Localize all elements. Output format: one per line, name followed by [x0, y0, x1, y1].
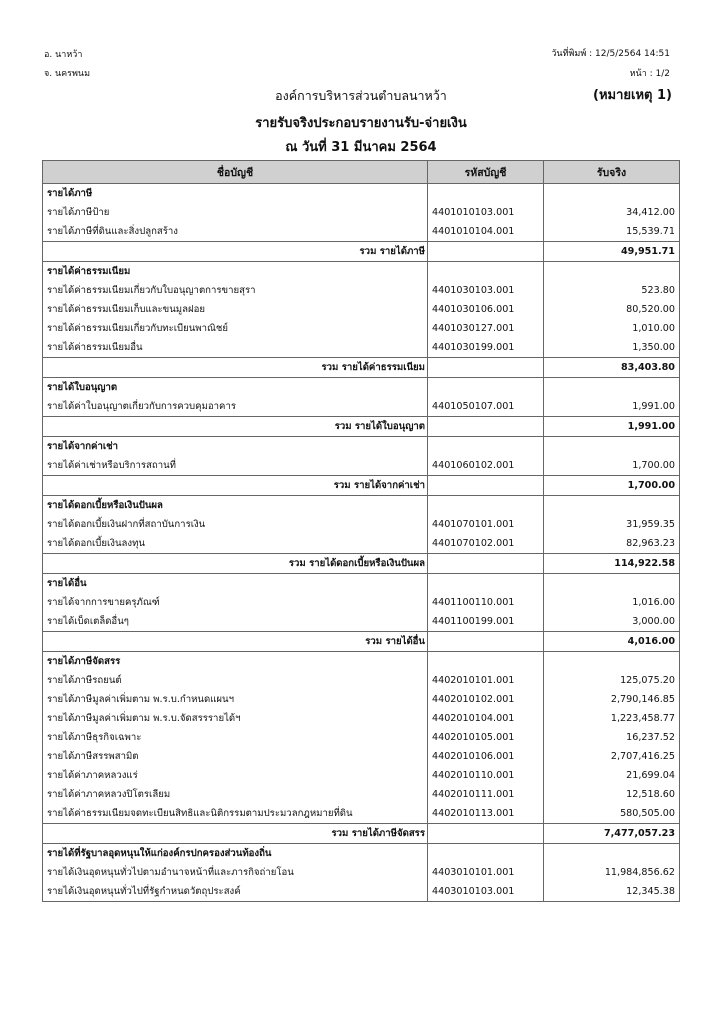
- section-name: รายได้ค่าธรรมเนียม: [43, 262, 428, 282]
- revenue-table: [42, 160, 680, 902]
- table-row: [43, 456, 680, 476]
- amount: 34,412.00: [544, 203, 680, 222]
- account-name: รายได้ภาษีที่ดินและสิ่งปลูกสร้าง: [43, 222, 428, 242]
- page-number: หน้า : 1/2: [629, 69, 670, 79]
- section-name: รายได้ที่รัฐบาลอุดหนุนให้แก่องค์กรปกครองส่วนท้องถิ่น: [43, 844, 428, 864]
- empty-cell: [544, 652, 680, 672]
- account-name: รายได้ดอกเบี้ยเงินฝากที่สถาบันการเงิน: [43, 515, 428, 534]
- section-total-row: [43, 358, 680, 378]
- account-name: รายได้ภาษีรถยนต์: [43, 671, 428, 690]
- section-header-row: [43, 184, 680, 204]
- section-total-label: รวม รายได้ดอกเบี้ยหรือเงินปันผล: [43, 554, 428, 574]
- section-header-row: [43, 652, 680, 672]
- account-name: รายได้เงินอุดหนุนทั่วไปที่รัฐกำหนดวัตถุประสงค์: [43, 882, 428, 902]
- section-total-row: [43, 476, 680, 496]
- section-total-label: รวม รายได้ค่าธรรมเนียม: [43, 358, 428, 378]
- empty-cell: [428, 358, 544, 378]
- empty-cell: [428, 417, 544, 437]
- table-row: [43, 709, 680, 728]
- account-code: 4402010113.001: [428, 804, 544, 824]
- column-header-account-code: รหัสบัญชี: [428, 161, 544, 184]
- amount: 15,539.71: [544, 222, 680, 242]
- table-row: [43, 281, 680, 300]
- empty-cell: [428, 632, 544, 652]
- empty-cell: [428, 496, 544, 516]
- account-name: รายได้ค่าภาคหลวงปิโตรเลียม: [43, 785, 428, 804]
- account-code: 4402010111.001: [428, 785, 544, 804]
- section-name: รายได้จากค่าเช่า: [43, 437, 428, 457]
- empty-cell: [428, 184, 544, 204]
- amount: 3,000.00: [544, 612, 680, 632]
- report-date: ณ วันที่ 31 มีนาคม 2564: [285, 140, 437, 155]
- table-row: [43, 515, 680, 534]
- section-total-row: [43, 632, 680, 652]
- account-code: 4401100199.001: [428, 612, 544, 632]
- empty-cell: [428, 437, 544, 457]
- section-name: รายได้ใบอนุญาต: [43, 378, 428, 398]
- account-name: รายได้ภาษีมูลค่าเพิ่มตาม พ.ร.บ.จัดสรรรายได้ฯ: [43, 709, 428, 728]
- table-row: [43, 612, 680, 632]
- account-code: 4401030199.001: [428, 338, 544, 358]
- section-total-amount: 1,991.00: [544, 417, 680, 437]
- amount: 1,350.00: [544, 338, 680, 358]
- empty-cell: [544, 574, 680, 594]
- section-total-row: [43, 824, 680, 844]
- amount: 1,010.00: [544, 319, 680, 338]
- section-total-amount: 83,403.80: [544, 358, 680, 378]
- account-code: 4403010103.001: [428, 882, 544, 902]
- amount: 82,963.23: [544, 534, 680, 554]
- section-name: รายได้ภาษีจัดสรร: [43, 652, 428, 672]
- account-name: รายได้ค่าภาคหลวงแร่: [43, 766, 428, 785]
- section-header-row: [43, 437, 680, 457]
- table-row: [43, 785, 680, 804]
- account-code: 4401070102.001: [428, 534, 544, 554]
- amount: 1,991.00: [544, 397, 680, 417]
- empty-cell: [544, 262, 680, 282]
- empty-cell: [428, 574, 544, 594]
- account-name: รายได้ค่าใบอนุญาตเกี่ยวกับการควบคุมอาคาร: [43, 397, 428, 417]
- account-code: 4402010104.001: [428, 709, 544, 728]
- account-code: 4401030103.001: [428, 281, 544, 300]
- section-header-row: [43, 496, 680, 516]
- section-name: รายได้อื่น: [43, 574, 428, 594]
- section-total-label: รวม รายได้ภาษี: [43, 242, 428, 262]
- account-code: 4402010101.001: [428, 671, 544, 690]
- empty-cell: [428, 476, 544, 496]
- section-total-label: รวม รายได้อื่น: [43, 632, 428, 652]
- account-name: รายได้ภาษีสรรพสามิต: [43, 747, 428, 766]
- empty-cell: [428, 378, 544, 398]
- empty-cell: [544, 184, 680, 204]
- table-row: [43, 863, 680, 882]
- account-code: 4402010105.001: [428, 728, 544, 747]
- section-total-label: รวม รายได้จากค่าเช่า: [43, 476, 428, 496]
- section-header-row: [43, 378, 680, 398]
- account-name: รายได้ค่าธรรมเนียมเกี่ยวกับใบอนุญาตการขายสุรา: [43, 281, 428, 300]
- empty-cell: [428, 844, 544, 864]
- section-total-row: [43, 417, 680, 437]
- amount: 16,237.52: [544, 728, 680, 747]
- table-row: [43, 222, 680, 242]
- table-body: [43, 184, 680, 902]
- table-row: [43, 671, 680, 690]
- section-header-row: [43, 574, 680, 594]
- account-code: 4401100110.001: [428, 593, 544, 612]
- amount: 580,505.00: [544, 804, 680, 824]
- account-code: 4401050107.001: [428, 397, 544, 417]
- amount: 80,520.00: [544, 300, 680, 319]
- empty-cell: [428, 652, 544, 672]
- amount: 2,790,146.85: [544, 690, 680, 709]
- section-header-row: [43, 844, 680, 864]
- amount: 11,984,856.62: [544, 863, 680, 882]
- section-name: รายได้ดอกเบี้ยหรือเงินปันผล: [43, 496, 428, 516]
- account-code: 4401070101.001: [428, 515, 544, 534]
- organization-name: องค์การบริหารส่วนตำบลนาหว้า: [275, 88, 447, 103]
- table-row: [43, 747, 680, 766]
- table-row: [43, 690, 680, 709]
- province-label: จ. นครพนม: [44, 69, 91, 79]
- account-code: 4402010106.001: [428, 747, 544, 766]
- amount: 12,518.60: [544, 785, 680, 804]
- empty-cell: [428, 242, 544, 262]
- amount: 2,707,416.25: [544, 747, 680, 766]
- amount: 21,699.04: [544, 766, 680, 785]
- note-label: (หมายเหตุ 1): [593, 88, 672, 103]
- section-header-row: [43, 262, 680, 282]
- amount: 12,345.38: [544, 882, 680, 902]
- empty-cell: [428, 554, 544, 574]
- account-code: 4401030106.001: [428, 300, 544, 319]
- account-name: รายได้เบ็ดเตล็ดอื่นๆ: [43, 612, 428, 632]
- table-row: [43, 319, 680, 338]
- print-date: วันที่พิมพ์ : 12/5/2564 14:51: [551, 49, 670, 59]
- table-row: [43, 300, 680, 319]
- table-row: [43, 882, 680, 902]
- empty-cell: [428, 262, 544, 282]
- column-header-account-name: ชื่อบัญชี: [43, 161, 428, 184]
- amount: 523.80: [544, 281, 680, 300]
- account-name: รายได้ภาษีธุรกิจเฉพาะ: [43, 728, 428, 747]
- table-row: [43, 728, 680, 747]
- empty-cell: [544, 844, 680, 864]
- table-row: [43, 766, 680, 785]
- empty-cell: [544, 437, 680, 457]
- amount: 125,075.20: [544, 671, 680, 690]
- account-name: รายได้ดอกเบี้ยเงินลงทุน: [43, 534, 428, 554]
- table-row: [43, 534, 680, 554]
- empty-cell: [428, 824, 544, 844]
- account-name: รายได้ค่าธรรมเนียมเกี่ยวกับทะเบียนพาณิชย์: [43, 319, 428, 338]
- account-name: รายได้จากการขายครุภัณฑ์: [43, 593, 428, 612]
- section-name: รายได้ภาษี: [43, 184, 428, 204]
- account-code: 4401060102.001: [428, 456, 544, 476]
- section-total-amount: 49,951.71: [544, 242, 680, 262]
- account-name: รายได้ภาษีมูลค่าเพิ่มตาม พ.ร.บ.กำหนดแผนฯ: [43, 690, 428, 709]
- account-name: รายได้ภาษีป้าย: [43, 203, 428, 222]
- account-code: 4403010101.001: [428, 863, 544, 882]
- section-total-label: รวม รายได้ภาษีจัดสรร: [43, 824, 428, 844]
- amount: 1,223,458.77: [544, 709, 680, 728]
- account-name: รายได้ค่าธรรมเนียมจดทะเบียนสิทธิและนิติกรรมตามประมวลกฎหมายที่ดิน: [43, 804, 428, 824]
- amount: 31,959.35: [544, 515, 680, 534]
- section-total-row: [43, 242, 680, 262]
- table-header-row: [43, 161, 680, 184]
- account-name: รายได้ค่าธรรมเนียมเก็บและขนมูลฝอย: [43, 300, 428, 319]
- section-total-amount: 4,016.00: [544, 632, 680, 652]
- table-row: [43, 203, 680, 222]
- account-code: 4401010103.001: [428, 203, 544, 222]
- report-title: รายรับจริงประกอบรายงานรับ-จ่ายเงิน: [255, 116, 467, 131]
- account-code: 4402010110.001: [428, 766, 544, 785]
- section-total-amount: 1,700.00: [544, 476, 680, 496]
- table-row: [43, 338, 680, 358]
- amount: 1,700.00: [544, 456, 680, 476]
- column-header-amount: รับจริง: [544, 161, 680, 184]
- section-total-label: รวม รายได้ใบอนุญาต: [43, 417, 428, 437]
- table-row: [43, 593, 680, 612]
- account-code: 4402010102.001: [428, 690, 544, 709]
- section-total-amount: 7,477,057.23: [544, 824, 680, 844]
- account-name: รายได้ค่าเช่าหรือบริการสถานที่: [43, 456, 428, 476]
- table-row: [43, 804, 680, 824]
- empty-cell: [544, 378, 680, 398]
- table-row: [43, 397, 680, 417]
- district-label: อ. นาหว้า: [44, 50, 83, 60]
- account-code: 4401030127.001: [428, 319, 544, 338]
- amount: 1,016.00: [544, 593, 680, 612]
- section-total-row: [43, 554, 680, 574]
- section-total-amount: 114,922.58: [544, 554, 680, 574]
- account-name: รายได้ค่าธรรมเนียมอื่น: [43, 338, 428, 358]
- account-name: รายได้เงินอุดหนุนทั่วไปตามอำนาจหน้าที่และภารกิจถ่ายโอน: [43, 863, 428, 882]
- empty-cell: [544, 496, 680, 516]
- account-code: 4401010104.001: [428, 222, 544, 242]
